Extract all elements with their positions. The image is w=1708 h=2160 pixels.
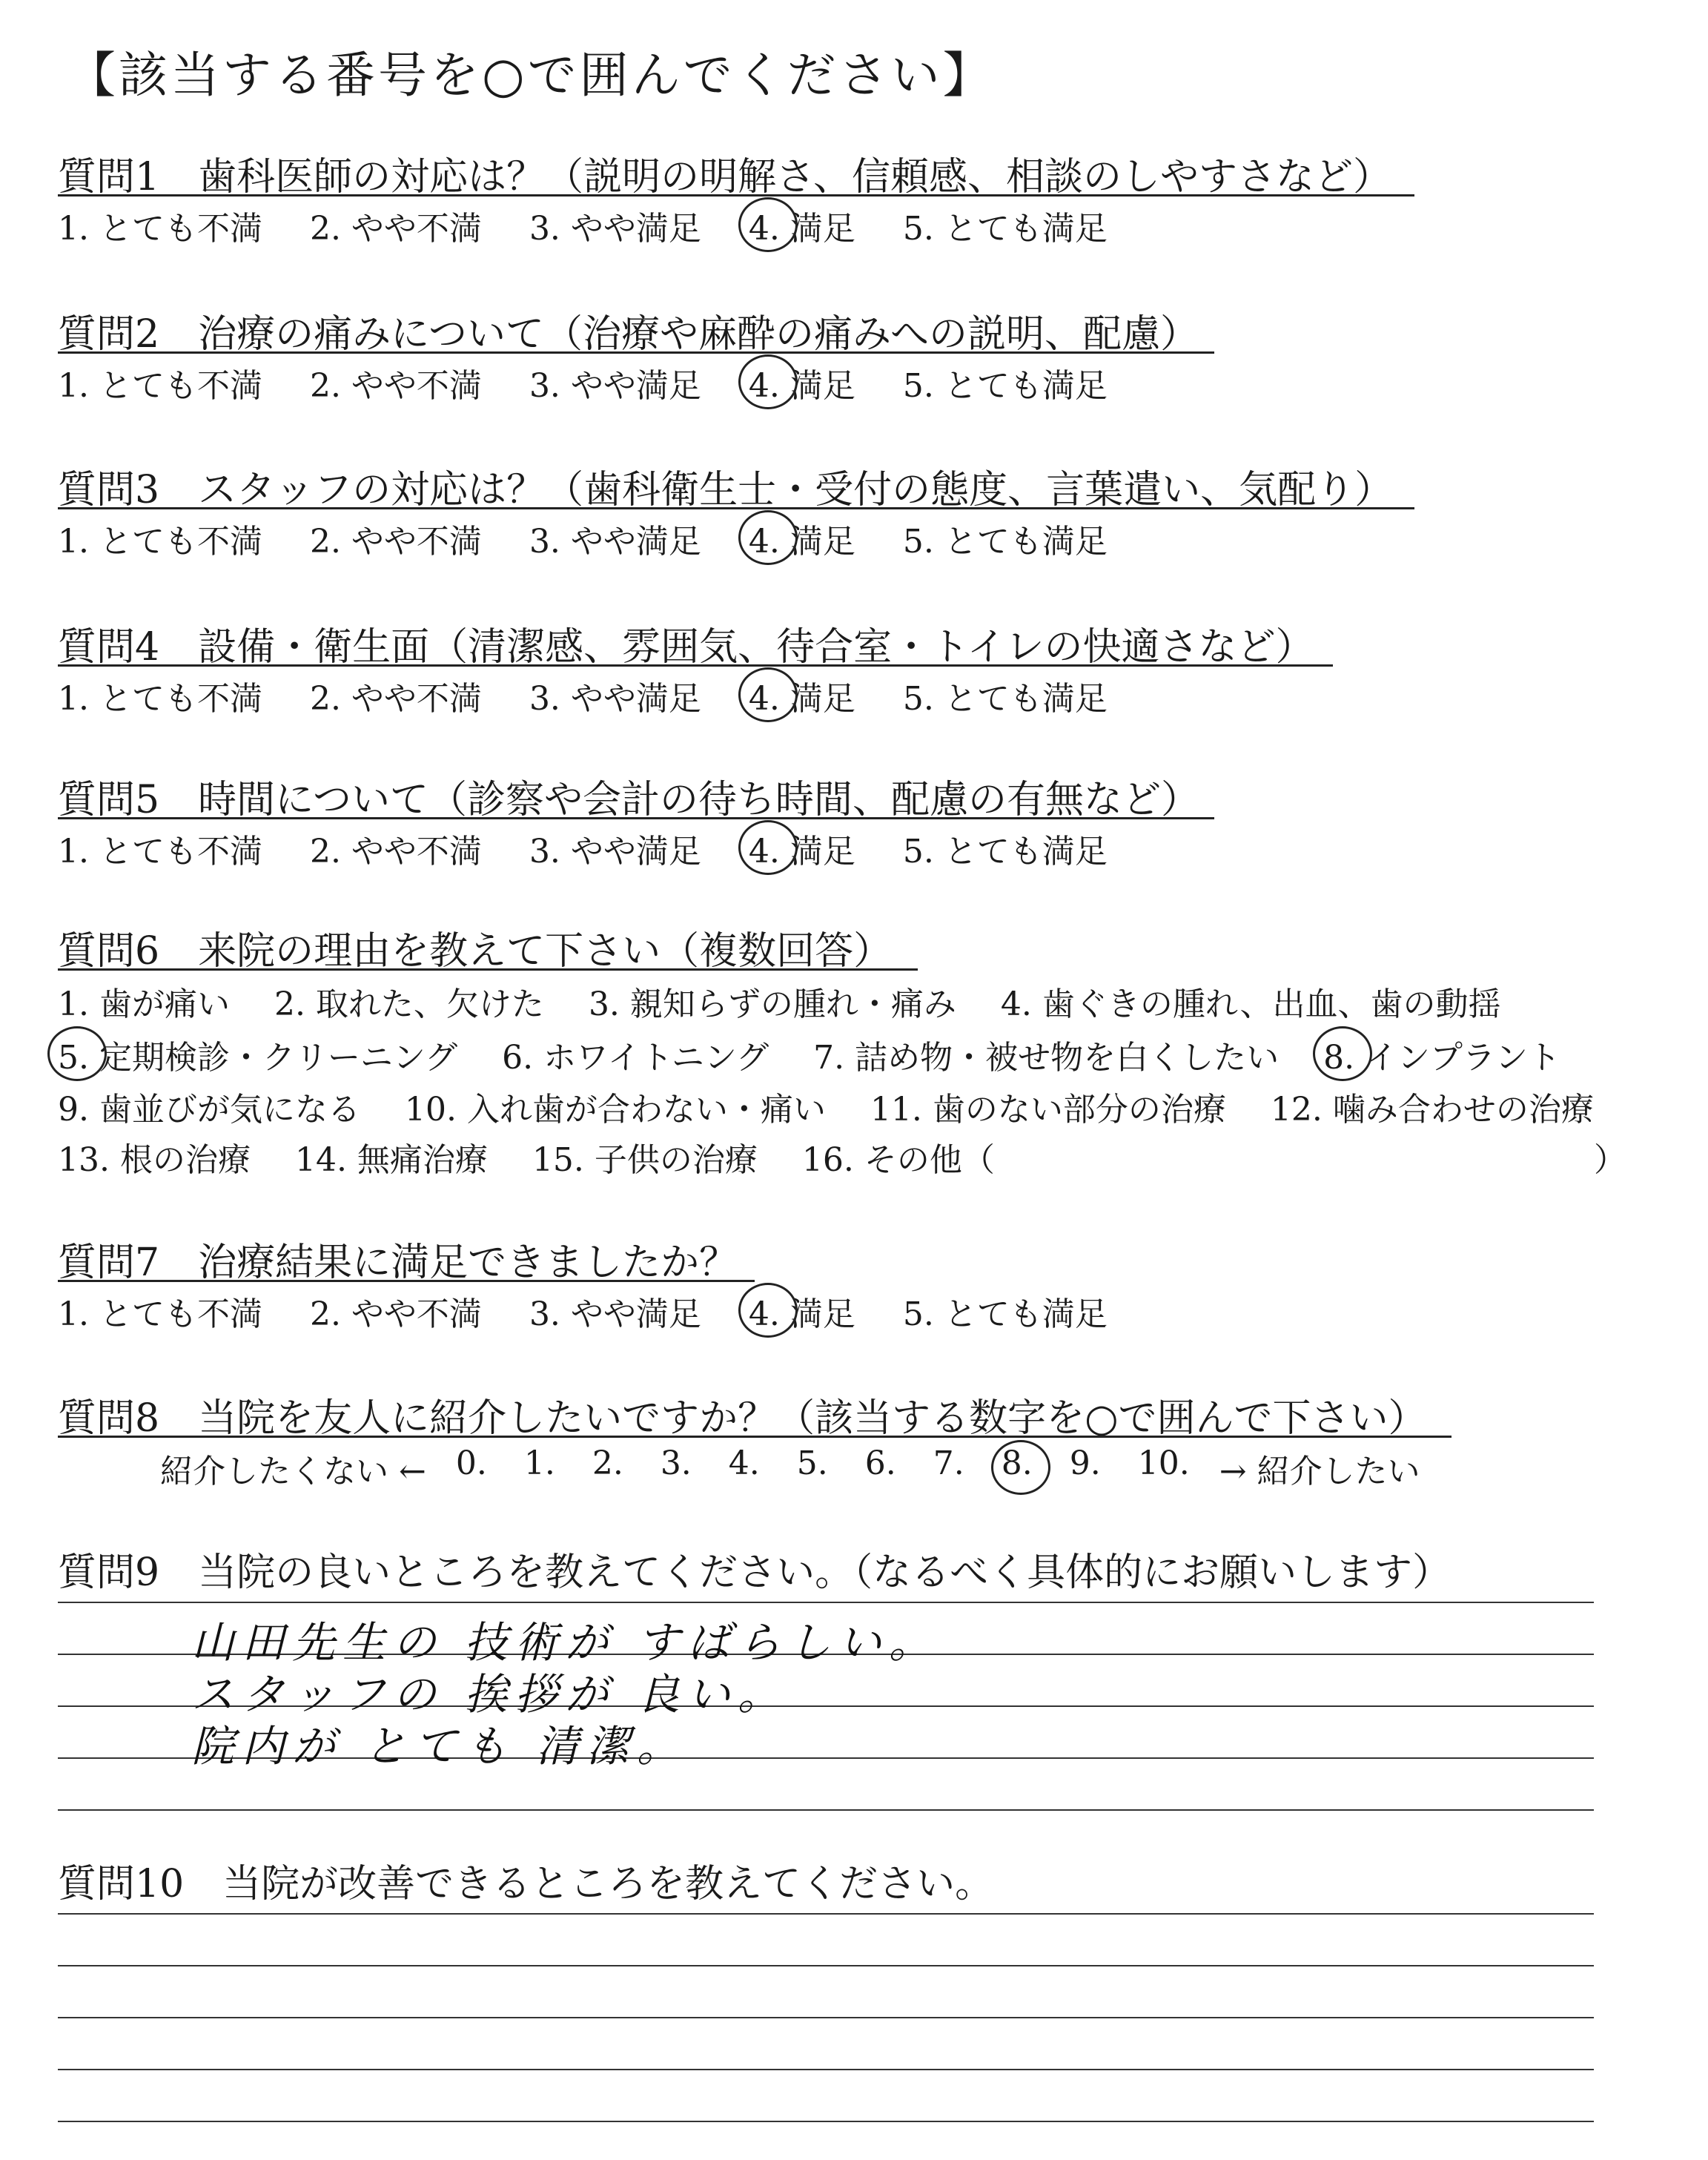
question-8-scale bbox=[160, 1444, 1468, 1492]
q10-writing-line bbox=[58, 2069, 1594, 2070]
q3-option-2[interactable]: 2. やや不満 bbox=[309, 523, 482, 561]
q6-item-8[interactable]: 8. インプラント bbox=[1323, 1031, 1560, 1078]
question-7-underline bbox=[58, 1280, 755, 1282]
q9-answer-line-3: 院内が とても 清潔。 bbox=[191, 1721, 687, 1771]
q6-item-2[interactable]: 2. 取れた、欠けた bbox=[274, 985, 544, 1023]
q2-option-2[interactable]: 2. やや不満 bbox=[309, 367, 482, 405]
q4-option-5[interactable]: 5. とても満足 bbox=[902, 680, 1108, 718]
q8-number-1[interactable]: 1. bbox=[523, 1444, 555, 1482]
question-5-options bbox=[58, 825, 1155, 872]
selection-circle bbox=[738, 197, 798, 252]
q8-number-5[interactable]: 5. bbox=[796, 1444, 828, 1482]
q9-answer-line-1: 山田先生の 技術が すばらしい。 bbox=[191, 1617, 939, 1668]
q6-item-15[interactable]: 15. 子供の治療 bbox=[532, 1141, 758, 1179]
question-2-underline bbox=[58, 351, 1214, 354]
q6-item-6[interactable]: 6. ホワイトニング bbox=[502, 1039, 769, 1077]
q2-option-5[interactable]: 5. とても満足 bbox=[902, 367, 1108, 405]
q4-option-3[interactable]: 3. やや満足 bbox=[529, 680, 701, 718]
selection-circle bbox=[991, 1440, 1050, 1495]
q4-option-2[interactable]: 2. やや不満 bbox=[309, 680, 482, 718]
q7-option-3[interactable]: 3. やや満足 bbox=[529, 1295, 701, 1333]
selection-circle bbox=[47, 1026, 107, 1081]
q4-option-4[interactable]: 4. 満足 bbox=[749, 672, 855, 719]
q3-option-1[interactable]: 1. とても不満 bbox=[58, 523, 262, 561]
q10-writing-line bbox=[58, 1965, 1594, 1966]
q1-option-2[interactable]: 2. やや不満 bbox=[309, 210, 482, 248]
question-9-label: 質問9 当院の良いところを教えてください。（なるべく具体的にお願いします） bbox=[58, 1550, 1452, 1595]
q3-option-5[interactable]: 5. とても満足 bbox=[902, 523, 1108, 561]
selection-circle bbox=[738, 354, 798, 409]
question-4-options bbox=[58, 672, 1155, 719]
q6-item-13[interactable]: 13. 根の治療 bbox=[58, 1141, 251, 1179]
page-title: 【該当する番号を○で囲んでください】 bbox=[67, 47, 995, 104]
question-1-label: 質問1 歯科医師の対応は？（説明の明解さ、信頼感、相談のしやすさなど） bbox=[58, 155, 1392, 199]
question-1-underline bbox=[58, 194, 1414, 196]
q1-option-3[interactable]: 3. やや満足 bbox=[529, 210, 701, 248]
question-3-options bbox=[58, 515, 1155, 562]
question-7-label: 質問7 治療結果に満足できましたか？ bbox=[58, 1241, 738, 1285]
q6-item-1[interactable]: 1. 歯が痛い bbox=[58, 985, 230, 1023]
q6-item-7[interactable]: 7. 詰め物・被せ物を白くしたい bbox=[813, 1039, 1280, 1077]
q7-option-4[interactable]: 4. 満足 bbox=[749, 1287, 855, 1335]
q8-left-label: 紹介したくない ← bbox=[160, 1453, 426, 1490]
q8-number-0[interactable]: 0. bbox=[455, 1444, 487, 1482]
q8-number-8[interactable]: 8. bbox=[1002, 1444, 1033, 1492]
q4-option-1[interactable]: 1. とても不満 bbox=[58, 680, 262, 718]
q1-option-1[interactable]: 1. とても不満 bbox=[58, 210, 262, 248]
selection-circle bbox=[1313, 1026, 1372, 1081]
question-3-label: 質問3 スタッフの対応は？（歯科衛生士・受付の態度、言葉遣い、気配り） bbox=[58, 468, 1394, 512]
q5-option-3[interactable]: 3. やや満足 bbox=[529, 833, 701, 871]
q8-right-label: → 紹介したい bbox=[1219, 1453, 1420, 1490]
selection-circle bbox=[738, 1283, 798, 1338]
q6-item-16[interactable]: 16. その他（ bbox=[801, 1141, 995, 1179]
selection-circle bbox=[738, 510, 798, 565]
q5-option-4[interactable]: 4. 満足 bbox=[749, 825, 855, 872]
q6-item-14[interactable]: 14. 無痛治療 bbox=[294, 1141, 488, 1179]
question-2-options bbox=[58, 359, 1155, 406]
q2-option-4[interactable]: 4. 満足 bbox=[749, 359, 855, 406]
q10-writing-line bbox=[58, 1913, 1594, 1915]
q3-option-3[interactable]: 3. やや満足 bbox=[529, 523, 701, 561]
q7-option-5[interactable]: 5. とても満足 bbox=[902, 1295, 1108, 1333]
q6-item-5[interactable]: 5. 定期検診・クリーニング bbox=[58, 1031, 457, 1078]
q6-row-3 bbox=[58, 1083, 1594, 1130]
q6-item-4[interactable]: 4. 歯ぐきの腫れ、出血、歯の動揺 bbox=[1000, 985, 1501, 1023]
question-6-underline bbox=[58, 968, 918, 971]
question-2-label: 質問2 治療の痛みについて（治療や麻酔の痛みへの説明、配慮） bbox=[58, 312, 1199, 357]
q8-number-3[interactable]: 3. bbox=[660, 1444, 692, 1482]
q6-other-close-paren: ） bbox=[1594, 1141, 1626, 1179]
q5-option-2[interactable]: 2. やや不満 bbox=[309, 833, 482, 871]
q2-option-1[interactable]: 1. とても不満 bbox=[58, 367, 262, 405]
q9-writing-line bbox=[58, 1809, 1594, 1811]
q6-row-4 bbox=[58, 1133, 995, 1180]
question-6-label: 質問6 来院の理由を教えて下さい（複数回答） bbox=[58, 929, 893, 974]
q6-item-3[interactable]: 3. 親知らずの腫れ・痛み bbox=[588, 985, 956, 1023]
question-8-label: 質問8 当院を友人に紹介したいですか？（該当する数字を○で囲んで下さい） bbox=[58, 1396, 1427, 1441]
q1-option-4[interactable]: 4. 満足 bbox=[749, 202, 855, 249]
question-8-underline bbox=[58, 1436, 1452, 1438]
q2-option-3[interactable]: 3. やや満足 bbox=[529, 367, 701, 405]
question-1-options bbox=[58, 202, 1155, 249]
question-5-label: 質問5 時間について（診察や会計の待ち時間、配慮の有無など） bbox=[58, 778, 1200, 822]
q6-item-12[interactable]: 12. 噛み合わせの治療 bbox=[1270, 1091, 1594, 1129]
q7-option-1[interactable]: 1. とても不満 bbox=[58, 1295, 262, 1333]
question-10-label: 質問10 当院が改善できるところを教えてください。 bbox=[58, 1862, 994, 1906]
q6-item-10[interactable]: 10. 入れ歯が合わない・痛い bbox=[404, 1091, 826, 1129]
q6-item-9[interactable]: 9. 歯並びが気になる bbox=[58, 1091, 360, 1129]
q1-option-5[interactable]: 5. とても満足 bbox=[902, 210, 1108, 248]
q3-option-4[interactable]: 4. 満足 bbox=[749, 515, 855, 562]
q5-option-5[interactable]: 5. とても満足 bbox=[902, 833, 1108, 871]
q8-number-2[interactable]: 2. bbox=[592, 1444, 623, 1482]
question-7-options bbox=[58, 1287, 1155, 1335]
q8-number-9[interactable]: 9. bbox=[1069, 1444, 1101, 1482]
q5-option-1[interactable]: 1. とても不満 bbox=[58, 833, 262, 871]
q8-number-10[interactable]: 10. bbox=[1137, 1444, 1190, 1482]
question-4-underline bbox=[58, 664, 1333, 667]
question-5-underline bbox=[58, 817, 1214, 819]
q10-writing-line bbox=[58, 2121, 1594, 2122]
q6-row-2 bbox=[58, 1031, 1560, 1078]
q7-option-2[interactable]: 2. やや不満 bbox=[309, 1295, 482, 1333]
q9-writing-line bbox=[58, 1602, 1594, 1603]
question-3-underline bbox=[58, 507, 1414, 509]
q9-answer-line-2: スタッフの 挨拶が 良い。 bbox=[191, 1669, 788, 1720]
q8-number-4[interactable]: 4. bbox=[728, 1444, 760, 1482]
q10-writing-line bbox=[58, 2017, 1594, 2018]
selection-circle bbox=[738, 820, 798, 875]
q8-number-7[interactable]: 7. bbox=[933, 1444, 964, 1482]
selection-circle bbox=[738, 667, 798, 722]
question-4-label: 質問4 設備・衛生面（清潔感、雰囲気、待合室・トイレの快適さなど） bbox=[58, 625, 1314, 670]
q8-number-6[interactable]: 6. bbox=[864, 1444, 896, 1482]
q6-row-1 bbox=[58, 977, 1501, 1025]
q6-item-11[interactable]: 11. 歯のない部分の治療 bbox=[870, 1091, 1226, 1129]
